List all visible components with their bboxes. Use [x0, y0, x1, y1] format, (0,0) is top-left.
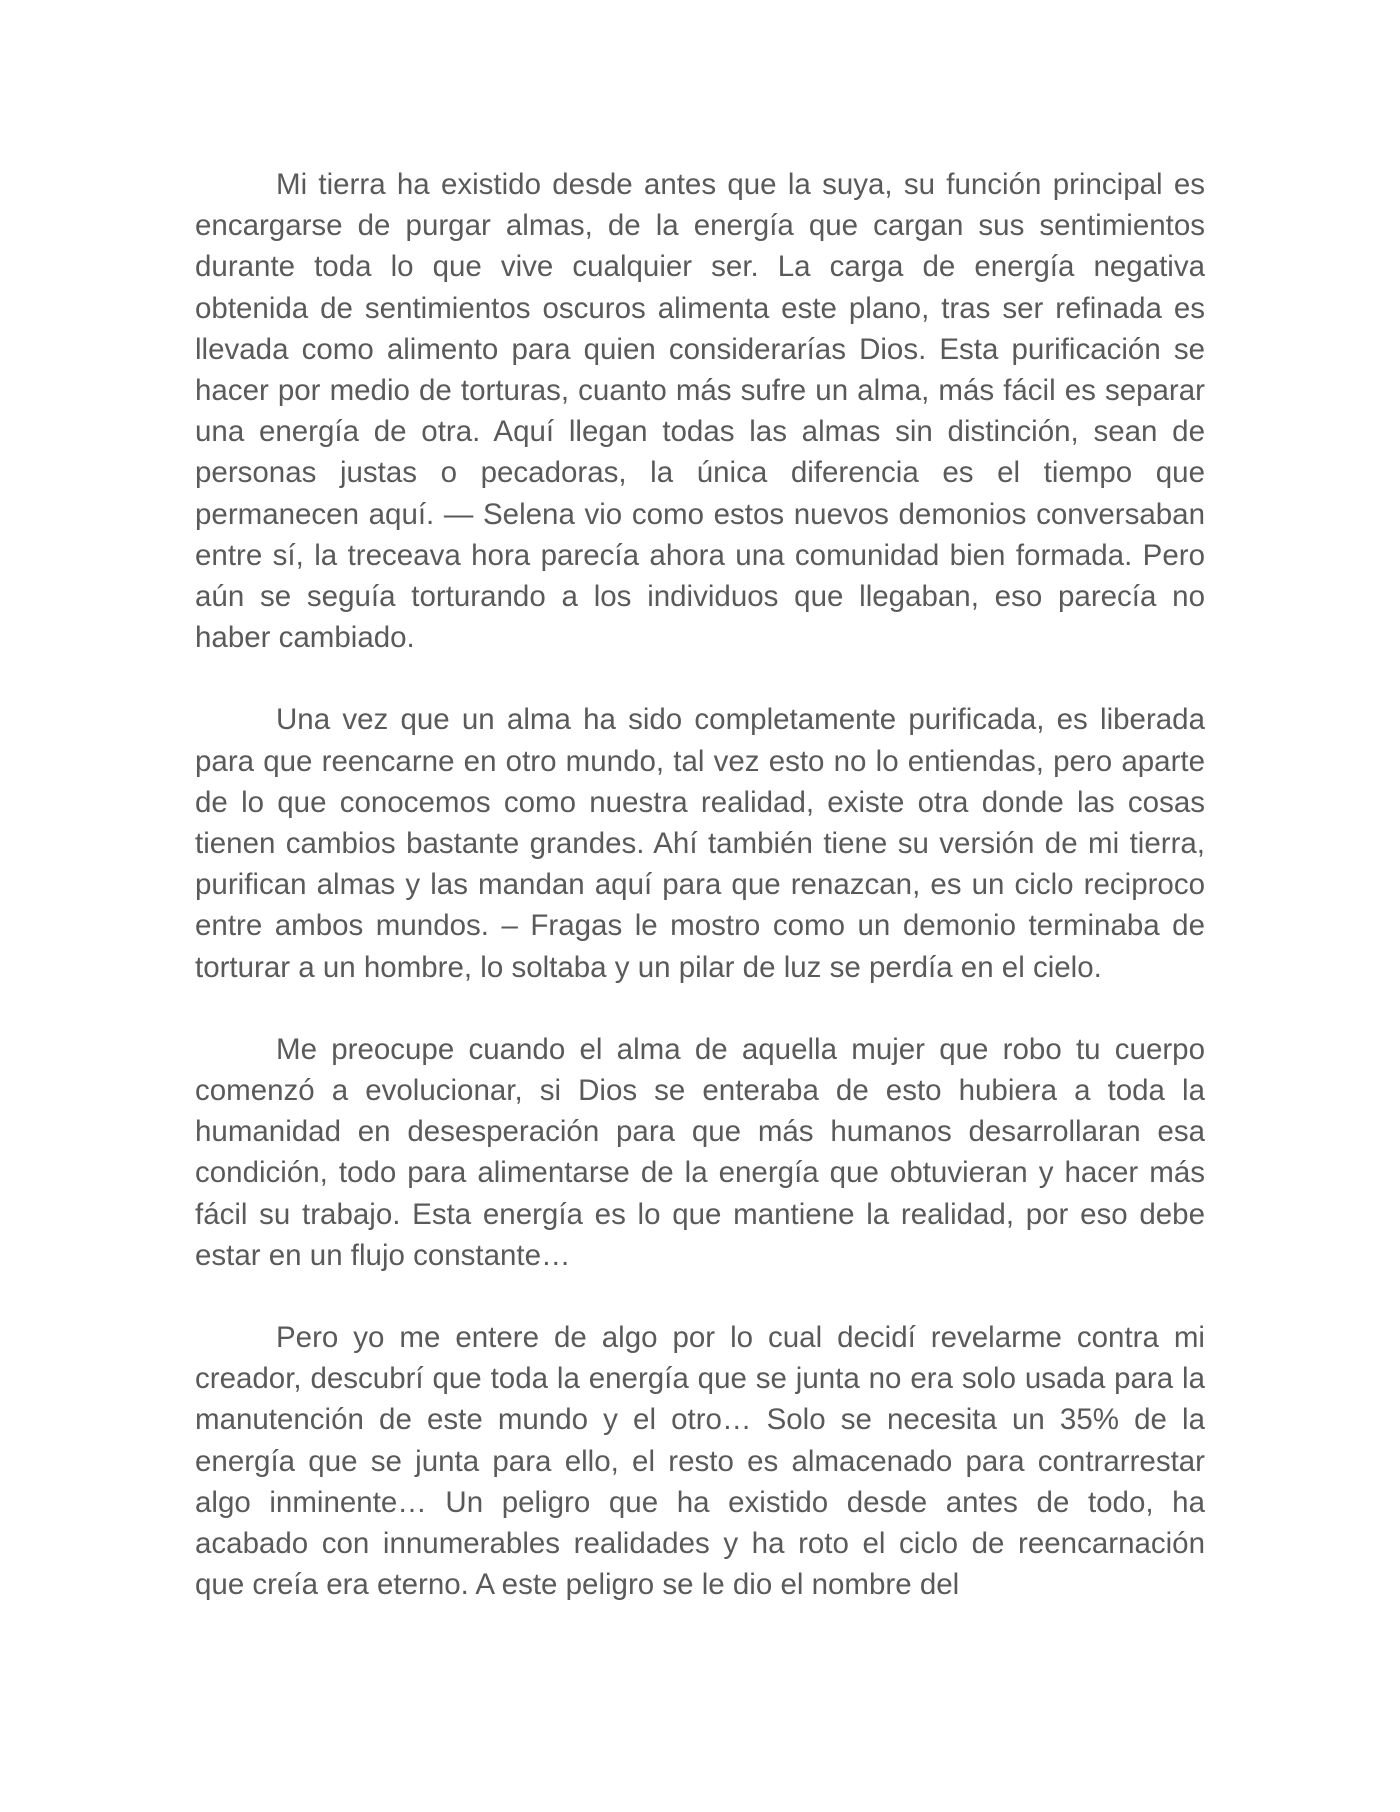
document-page [195, 164, 1205, 1606]
paragraph-4: Pero yo me entere de algo por lo cual decidí revelarme contra mi creador, descubrí que toda la energía que se junta no era solo usada para la manutención de este mundo y el otro… Solo se necesita un 35% de la energía que se junta para ello, el resto es almacenado para contrarrestar algo inminente… Un peligro que ha existido desde antes de todo, ha acabado con innumerables realidades y ha roto el ciclo de reencarnación que creía era eterno. A este peligro se le dio el nombre del [195, 1321, 1205, 1602]
paragraph-1: Mi tierra ha existido desde antes que la suya, su función principal es encargarse de purgar almas, de la energía que cargan sus sentimientos durante toda lo que vive cualquier ser. La carga de energía negativa obtenida de sentimientos oscuros alimenta este plano, tras ser refinada es llevada como alimento para quien considerarías Dios. Esta purificación se hacer por medio de torturas, cuanto más sufre un alma, más fácil es separar una energía de otra. Aquí llegan todas las almas sin distinción, sean de personas justas o pecadoras, la única diferencia es el tiempo que permanecen aquí. — Selena vio como estos nuevos demonios conversaban entre sí, la treceava hora parecía ahora una comunidad bien formada. Pero aún se seguía torturando a los individuos que llegaban, eso parecía no haber cambiado. [195, 168, 1205, 655]
paragraph-2: Una vez que un alma ha sido completamente purificada, es liberada para que reencarne en otro mundo, tal vez esto no lo entiendas, pero aparte de lo que conocemos como nuestra realidad, existe otra donde las cosas tienen cambios bastante grandes. Ahí también tiene su versión de mi tierra, purifican almas y las mandan aquí para que renazcan, es un ciclo reciproco entre ambos mundos. – Fragas le mostro como un demonio terminaba de torturar a un hombre, lo soltaba y un pilar de luz se perdía en el cielo. [195, 703, 1205, 984]
paragraph-3: Me preocupe cuando el alma de aquella mujer que robo tu cuerpo comenzó a evolucionar, si Dios se enteraba de esto hubiera a toda la humanidad en desesperación para que más humanos desarrollaran esa condición, todo para alimentarse de la energía que obtuvieran y hacer más fácil su trabajo. Esta energía es lo que mantiene la realidad, por eso debe estar en un flujo constante… [195, 1032, 1205, 1272]
